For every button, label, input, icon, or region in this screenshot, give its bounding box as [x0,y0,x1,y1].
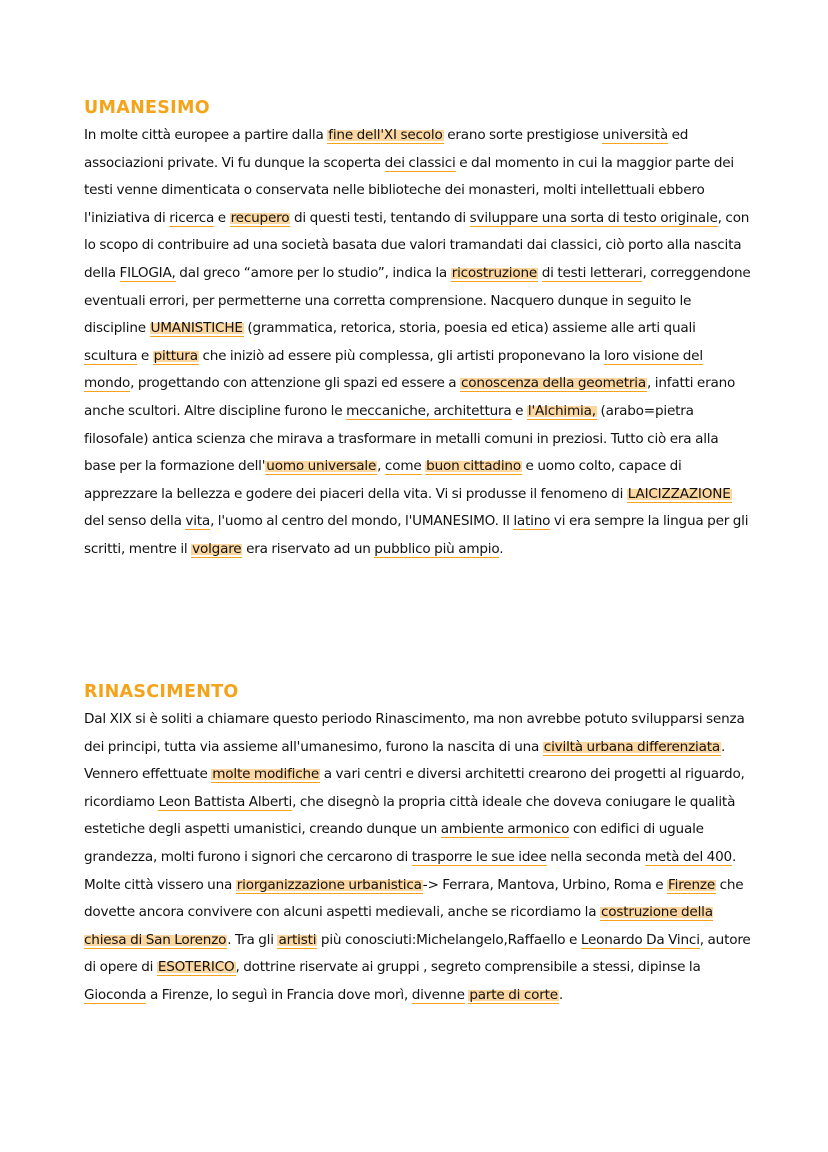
underline: scultura [84,347,138,364]
text-run: . Vennero effettuate [84,738,726,783]
text-run: . [499,540,504,557]
highlight: ricostruzione [451,264,538,281]
underline: vita [185,513,211,530]
text-run: a Firenze, lo seguì in Francia dove morì, [146,986,412,1003]
text-run: , [377,458,385,475]
highlight: buon cittadino [426,458,521,475]
highlight: fine dell'XI secolo [328,127,443,143]
underline: di testi letterari [541,264,643,281]
highlight: conoscenza della geometria [461,375,646,392]
highlight: volgare [192,540,242,557]
text-run: con edifici di uguale grandezza, molti furono i signori che cercarono di [84,821,704,865]
underline: metà del 400 [644,848,732,865]
underline: dei classici [384,154,456,171]
rinascimento-heading: RINASCIMENTO [84,682,239,702]
underline: trasporre le sue idee [411,848,547,865]
text-run: nella seconda [546,848,645,865]
text-run: . [558,986,564,1003]
highlight: costruzione della chiesa di San Lorenzo [84,904,713,948]
highlight: pittura [153,347,198,364]
rinascimento-paragraph [84,706,752,1010]
text-run: , con lo scopo di contribuire ad una società basata due valori tramandati dai classici, ciò porto alla nascita della [84,209,750,281]
underline: università [602,127,668,143]
text-run: In molte città europee a partire dalla [84,127,328,143]
underline: meccaniche, architettura [346,402,512,419]
text-run: e [511,402,527,419]
text-run: (arabo=pietra filosofale) antica scienza che mirava a trasformare in metalli comuni in preziosi. Tutto ciò era alla base per la formazione dell' [84,402,719,475]
text-run: ed associazioni private. Vi fu dunque la scoperta [84,127,689,171]
text-run: a vari centri e diversi architetti crearono dei progetti al riguardo, ricordiamo [84,766,745,810]
underline: Leonardo Da Vinci [580,931,700,948]
umanesimo-heading: UMANESIMO [84,98,210,118]
text-run: , l'uomo al centro del mondo, l'UMANESIMO. Il [210,513,514,530]
underline: pubblico più ampio [374,540,500,557]
text-run: vi era sempre la lingua per gli scritti, mentre il [84,513,749,557]
text-run: -> Ferrara, Mantova, Urbino, Roma e [422,876,668,893]
underline: loro visione del mondo [84,347,703,392]
text-run: e dal momento in cui la maggior parte dei testi venne dimenticata o conservata nelle biblioteche dei monasteri, molti intellettuali ebbero l'iniziativa di [84,154,734,226]
underline: Leon Battista Alberti [158,793,293,810]
highlight: Firenze [668,876,715,893]
highlight: civiltà urbana differenziata [543,738,720,755]
highlight: parte di corte [469,986,558,1003]
underline: FILOGIA, [119,264,176,281]
text-run: Dal XIX si è soliti a chiamare questo periodo Rinascimento, ma non avrebbe potuto svilupparsi senza dei principi, tutta via assieme all'umanesimo, furono la nascita di una [84,711,745,755]
underline: come [384,458,422,475]
text-run: , progettando con attenzione gli spazi ed essere a [130,375,461,392]
underline: latino [513,513,551,530]
text-run: , dottrine riservate ai gruppi , segreto comprensibile a stessi, dipinse la [235,959,701,976]
text-run: erano sorte prestigiose [443,127,603,143]
text-run: del senso della [84,513,186,530]
text-run: e uomo colto, capace di apprezzare la bellezza e godere dei piaceri della vita. Vi si produsse il fenomeno di [84,458,682,502]
text-run: , infatti erano anche scultori. Altre discipline furono le [84,375,736,419]
umanesimo-section [84,94,752,564]
text-run: dal greco “amore per lo studio”, indica la [175,264,451,281]
highlight: l'Alchimia, [527,402,596,419]
text-run: e [214,209,230,226]
highlight: UMANISTICHE [150,320,243,337]
text-run: di questi testi, tentando di [290,209,470,226]
text-run: , correggendone eventuali errori, per permetterne una corretta comprensione. Nacquero dunque in seguito le discipline [84,264,751,337]
highlight: recupero [230,209,290,226]
underline: ricerca [169,209,215,226]
text-run: più conosciuti:Michelangelo,Raffaello e [317,931,581,948]
rinascimento-section [84,678,752,1010]
text-run: , autore di opere di [84,931,751,976]
text-run: che iniziò ad essere più complessa, gli artisti proponevano la [198,347,605,364]
text-run: era riservato ad un [242,540,375,557]
text-run: e [137,347,153,364]
text-run: . Molte città vissero una [84,848,737,893]
highlight: artisti [278,931,317,948]
underline: Gioconda [84,986,147,1003]
highlight: uomo universale [266,458,377,475]
umanesimo-paragraph [84,122,752,564]
highlight: ESOTERICO [157,959,235,976]
text-run: che dovette ancora convivere con alcuni aspetti medievali, anche se ricordiamo la [84,876,744,921]
highlight: LAICIZZAZIONE [627,485,731,502]
text-run: (grammatica, retorica, storia, poesia ed etica) assieme alle arti quali [243,320,696,337]
underline: ambiente armonico [440,821,570,838]
text-run: . Tra gli [227,931,278,948]
underline: sviluppare una sorta di testo originale [469,209,718,226]
underline: divenne [411,986,465,1003]
highlight: riorganizzazione urbanistica [236,876,422,893]
highlight: molte modifiche [212,766,320,783]
text-run: , che disegnò la propria città ideale che doveva coniugare le qualità estetiche degli aspetti umanistici, creando dunque un [84,793,736,838]
